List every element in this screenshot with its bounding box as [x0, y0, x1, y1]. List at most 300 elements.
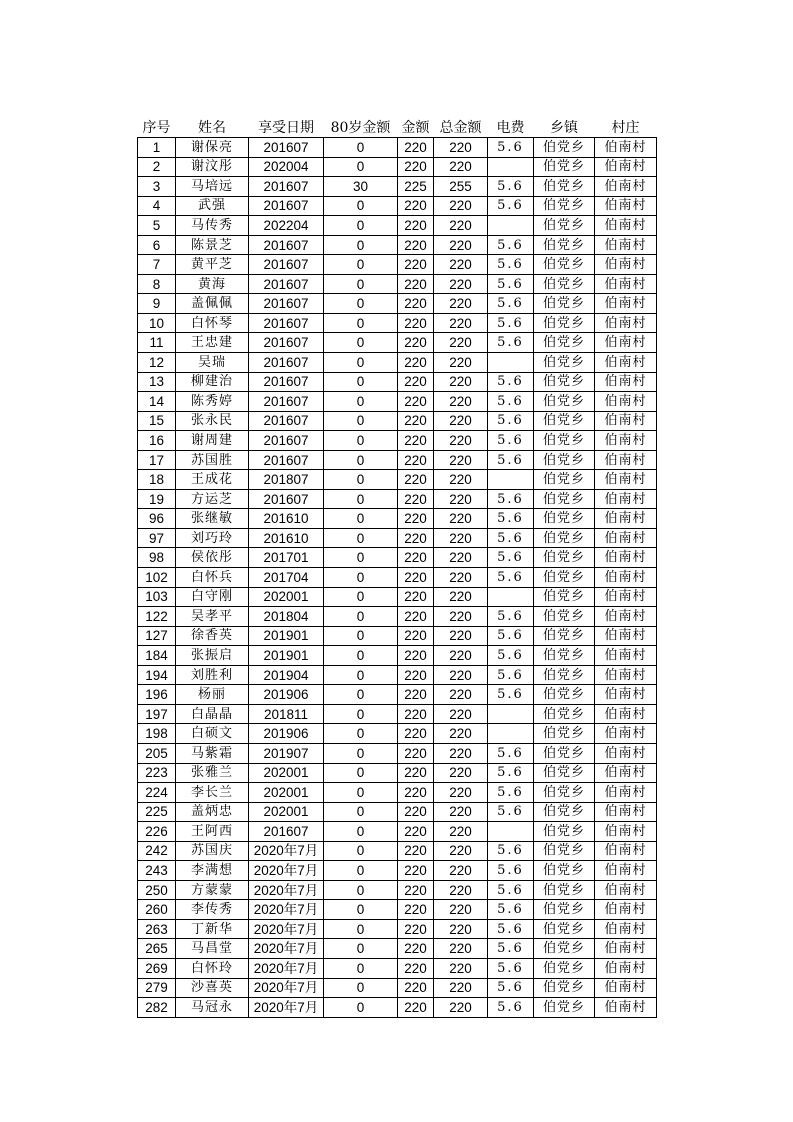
amount-cell: 220: [398, 724, 434, 744]
date-cell: 2020年7月: [249, 861, 324, 881]
township-cell: 伯党乡: [534, 919, 595, 939]
age80-amount-cell: 0: [324, 509, 398, 529]
age80-amount-cell: 0: [324, 587, 398, 607]
township-cell: 伯党乡: [534, 274, 595, 294]
table-row: [138, 704, 657, 724]
total-amount-cell: 220: [434, 665, 488, 685]
fee-cell: [488, 724, 534, 744]
serial-cell: 260: [138, 900, 176, 920]
table-row: [138, 568, 657, 588]
name-cell: 白晶晶: [176, 704, 249, 724]
total-amount-cell: 220: [434, 196, 488, 216]
fee-cell: 5.6: [488, 450, 534, 470]
serial-cell: 16: [138, 431, 176, 451]
serial-cell: 17: [138, 450, 176, 470]
amount-cell: 220: [398, 763, 434, 783]
total-amount-cell: 220: [434, 900, 488, 920]
township-cell: 伯党乡: [534, 138, 595, 158]
serial-cell: 269: [138, 958, 176, 978]
fee-cell: 5.6: [488, 802, 534, 822]
fee-cell: 5.6: [488, 880, 534, 900]
amount-cell: 220: [398, 431, 434, 451]
total-amount-cell: 220: [434, 646, 488, 666]
township-cell: 伯党乡: [534, 607, 595, 627]
township-cell: 伯党乡: [534, 958, 595, 978]
township-cell: 伯党乡: [534, 353, 595, 373]
total-amount-cell: 220: [434, 724, 488, 744]
table-row: [138, 607, 657, 627]
village-cell: 伯南村: [595, 294, 657, 314]
amount-cell: 220: [398, 978, 434, 998]
township-cell: 伯党乡: [534, 880, 595, 900]
amount-cell: 220: [398, 138, 434, 158]
age80-amount-cell: 0: [324, 411, 398, 431]
table-row: [138, 411, 657, 431]
fee-cell: 5.6: [488, 392, 534, 412]
name-cell: 方蒙蒙: [176, 880, 249, 900]
table-row: [138, 255, 657, 275]
township-cell: 伯党乡: [534, 333, 595, 353]
date-cell: 202001: [249, 783, 324, 803]
village-cell: 伯南村: [595, 587, 657, 607]
village-cell: 伯南村: [595, 411, 657, 431]
date-cell: 201610: [249, 528, 324, 548]
date-cell: 202001: [249, 802, 324, 822]
name-cell: 丁新华: [176, 919, 249, 939]
table-row: [138, 333, 657, 353]
name-cell: 张继敏: [176, 509, 249, 529]
township-cell: 伯党乡: [534, 939, 595, 959]
serial-cell: 225: [138, 802, 176, 822]
township-cell: 伯党乡: [534, 411, 595, 431]
table-row: [138, 958, 657, 978]
total-amount-cell: 220: [434, 978, 488, 998]
township-cell: 伯党乡: [534, 528, 595, 548]
header-total-amount: 总金额: [439, 120, 482, 136]
age80-amount-cell: 0: [324, 841, 398, 861]
village-cell: 伯南村: [595, 353, 657, 373]
serial-cell: 265: [138, 939, 176, 959]
total-amount-cell: 220: [434, 294, 488, 314]
amount-cell: 220: [398, 216, 434, 236]
township-cell: 伯党乡: [534, 626, 595, 646]
total-amount-cell: 220: [434, 509, 488, 529]
fee-cell: 5.6: [488, 861, 534, 881]
amount-cell: 225: [398, 177, 434, 197]
fee-cell: [488, 157, 534, 177]
name-cell: 刘巧玲: [176, 528, 249, 548]
name-cell: 马昌堂: [176, 939, 249, 959]
age80-amount-cell: 0: [324, 783, 398, 803]
age80-amount-cell: 0: [324, 646, 398, 666]
fee-cell: 5.6: [488, 685, 534, 705]
name-cell: 李长兰: [176, 783, 249, 803]
serial-cell: 226: [138, 822, 176, 842]
date-cell: 201607: [249, 274, 324, 294]
amount-cell: 220: [398, 900, 434, 920]
amount-cell: 220: [398, 998, 434, 1018]
total-amount-cell: 220: [434, 372, 488, 392]
village-cell: 伯南村: [595, 450, 657, 470]
name-cell: 王阿西: [176, 822, 249, 842]
date-cell: 201610: [249, 509, 324, 529]
age80-amount-cell: 0: [324, 919, 398, 939]
age80-amount-cell: 0: [324, 235, 398, 255]
name-cell: 苏国庆: [176, 841, 249, 861]
village-cell: 伯南村: [595, 431, 657, 451]
fee-cell: 5.6: [488, 294, 534, 314]
amount-cell: 220: [398, 958, 434, 978]
name-cell: 黄平芝: [176, 255, 249, 275]
age80-amount-cell: 0: [324, 998, 398, 1018]
total-amount-cell: 220: [434, 138, 488, 158]
serial-cell: 205: [138, 743, 176, 763]
village-cell: 伯南村: [595, 568, 657, 588]
amount-cell: 220: [398, 333, 434, 353]
fee-cell: 5.6: [488, 841, 534, 861]
table-row: [138, 235, 657, 255]
fee-cell: 5.6: [488, 528, 534, 548]
village-cell: 伯南村: [595, 763, 657, 783]
total-amount-cell: 220: [434, 998, 488, 1018]
amount-cell: 220: [398, 568, 434, 588]
total-amount-cell: 220: [434, 353, 488, 373]
date-cell: 2020年7月: [249, 998, 324, 1018]
header-amount: 金额: [401, 120, 430, 136]
fee-cell: 5.6: [488, 177, 534, 197]
fee-cell: 5.6: [488, 646, 534, 666]
fee-cell: [488, 587, 534, 607]
amount-cell: 220: [398, 313, 434, 333]
serial-cell: 242: [138, 841, 176, 861]
township-cell: 伯党乡: [534, 470, 595, 490]
age80-amount-cell: 0: [324, 900, 398, 920]
village-cell: 伯南村: [595, 822, 657, 842]
date-cell: 201607: [249, 353, 324, 373]
table-row: [138, 196, 657, 216]
table-row: [138, 470, 657, 490]
name-cell: 白守刚: [176, 587, 249, 607]
fee-cell: [488, 704, 534, 724]
name-cell: 白硕文: [176, 724, 249, 744]
amount-cell: 220: [398, 450, 434, 470]
date-cell: 201607: [249, 177, 324, 197]
name-cell: 盖炳忠: [176, 802, 249, 822]
fee-cell: 5.6: [488, 313, 534, 333]
total-amount-cell: 220: [434, 431, 488, 451]
fee-cell: 5.6: [488, 274, 534, 294]
village-cell: 伯南村: [595, 372, 657, 392]
table-row: [138, 841, 657, 861]
name-cell: 方运芝: [176, 489, 249, 509]
age80-amount-cell: 0: [324, 138, 398, 158]
age80-amount-cell: 0: [324, 880, 398, 900]
fee-cell: [488, 216, 534, 236]
date-cell: 201704: [249, 568, 324, 588]
total-amount-cell: 220: [434, 958, 488, 978]
table-row: [138, 763, 657, 783]
name-cell: 李满想: [176, 861, 249, 881]
amount-cell: 220: [398, 196, 434, 216]
total-amount-cell: 220: [434, 157, 488, 177]
name-cell: 张永民: [176, 411, 249, 431]
name-cell: 杨丽: [176, 685, 249, 705]
table-row: [138, 978, 657, 998]
amount-cell: 220: [398, 822, 434, 842]
serial-cell: 19: [138, 489, 176, 509]
name-cell: 谢保亮: [176, 138, 249, 158]
header-age80-amount: 80岁金额: [330, 120, 391, 136]
village-cell: 伯南村: [595, 998, 657, 1018]
township-cell: 伯党乡: [534, 568, 595, 588]
name-cell: 盖佩佩: [176, 294, 249, 314]
age80-amount-cell: 0: [324, 548, 398, 568]
serial-cell: 224: [138, 783, 176, 803]
date-cell: 202004: [249, 157, 324, 177]
header-name: 姓名: [198, 120, 226, 136]
township-cell: 伯党乡: [534, 196, 595, 216]
amount-cell: 220: [398, 880, 434, 900]
serial-cell: 8: [138, 274, 176, 294]
name-cell: 徐香英: [176, 626, 249, 646]
total-amount-cell: 220: [434, 743, 488, 763]
age80-amount-cell: 0: [324, 313, 398, 333]
amount-cell: 220: [398, 392, 434, 412]
amount-cell: 220: [398, 841, 434, 861]
date-cell: 201901: [249, 626, 324, 646]
township-cell: 伯党乡: [534, 646, 595, 666]
serial-cell: 18: [138, 470, 176, 490]
serial-cell: 282: [138, 998, 176, 1018]
table-row: [138, 783, 657, 803]
township-cell: 伯党乡: [534, 802, 595, 822]
table-row: [138, 685, 657, 705]
amount-cell: 220: [398, 607, 434, 627]
village-cell: 伯南村: [595, 274, 657, 294]
total-amount-cell: 220: [434, 626, 488, 646]
total-amount-cell: 220: [434, 841, 488, 861]
age80-amount-cell: 0: [324, 274, 398, 294]
name-cell: 陈景芝: [176, 235, 249, 255]
village-cell: 伯南村: [595, 646, 657, 666]
age80-amount-cell: 0: [324, 528, 398, 548]
date-cell: 201607: [249, 450, 324, 470]
township-cell: 伯党乡: [534, 489, 595, 509]
total-amount-cell: 220: [434, 528, 488, 548]
name-cell: 张振启: [176, 646, 249, 666]
serial-cell: 14: [138, 392, 176, 412]
age80-amount-cell: 0: [324, 568, 398, 588]
date-cell: 202204: [249, 216, 324, 236]
table-row: [138, 880, 657, 900]
total-amount-cell: 220: [434, 783, 488, 803]
name-cell: 马传秀: [176, 216, 249, 236]
amount-cell: 220: [398, 235, 434, 255]
township-cell: 伯党乡: [534, 548, 595, 568]
date-cell: 201907: [249, 743, 324, 763]
date-cell: 201804: [249, 607, 324, 627]
total-amount-cell: 220: [434, 861, 488, 881]
date-cell: 201607: [249, 411, 324, 431]
total-amount-cell: 220: [434, 607, 488, 627]
total-amount-cell: 220: [434, 392, 488, 412]
serial-cell: 15: [138, 411, 176, 431]
name-cell: 侯依彤: [176, 548, 249, 568]
age80-amount-cell: 0: [324, 763, 398, 783]
total-amount-cell: 220: [434, 919, 488, 939]
amount-cell: 220: [398, 587, 434, 607]
fee-cell: 5.6: [488, 372, 534, 392]
township-cell: 伯党乡: [534, 177, 595, 197]
table-row: [138, 548, 657, 568]
serial-cell: 10: [138, 313, 176, 333]
amount-cell: 220: [398, 685, 434, 705]
village-cell: 伯南村: [595, 196, 657, 216]
fee-cell: 5.6: [488, 568, 534, 588]
fee-cell: 5.6: [488, 411, 534, 431]
fee-cell: [488, 353, 534, 373]
serial-cell: 122: [138, 607, 176, 627]
serial-cell: 198: [138, 724, 176, 744]
total-amount-cell: 220: [434, 548, 488, 568]
amount-cell: 220: [398, 939, 434, 959]
total-amount-cell: 220: [434, 939, 488, 959]
amount-cell: 220: [398, 704, 434, 724]
village-cell: 伯南村: [595, 783, 657, 803]
table-row: [138, 802, 657, 822]
village-cell: 伯南村: [595, 939, 657, 959]
name-cell: 王成花: [176, 470, 249, 490]
total-amount-cell: 220: [434, 274, 488, 294]
name-cell: 刘胜利: [176, 665, 249, 685]
name-cell: 马紫霜: [176, 743, 249, 763]
date-cell: 201607: [249, 196, 324, 216]
age80-amount-cell: 0: [324, 802, 398, 822]
header-township: 乡镇: [550, 120, 578, 136]
age80-amount-cell: 0: [324, 372, 398, 392]
fee-cell: 5.6: [488, 548, 534, 568]
township-cell: 伯党乡: [534, 216, 595, 236]
age80-amount-cell: 0: [324, 489, 398, 509]
serial-cell: 4: [138, 196, 176, 216]
serial-cell: 2: [138, 157, 176, 177]
serial-cell: 243: [138, 861, 176, 881]
age80-amount-cell: 0: [324, 607, 398, 627]
date-cell: 201607: [249, 489, 324, 509]
village-cell: 伯南村: [595, 607, 657, 627]
name-cell: 张雅兰: [176, 763, 249, 783]
township-cell: 伯党乡: [534, 372, 595, 392]
amount-cell: 220: [398, 743, 434, 763]
fee-cell: 5.6: [488, 431, 534, 451]
total-amount-cell: 220: [434, 411, 488, 431]
amount-cell: 220: [398, 353, 434, 373]
amount-cell: 220: [398, 489, 434, 509]
total-amount-cell: 220: [434, 802, 488, 822]
township-cell: 伯党乡: [534, 313, 595, 333]
serial-cell: 250: [138, 880, 176, 900]
table-row: [138, 724, 657, 744]
village-cell: 伯南村: [595, 802, 657, 822]
table-row: [138, 528, 657, 548]
date-cell: 2020年7月: [249, 880, 324, 900]
fee-cell: [488, 822, 534, 842]
village-cell: 伯南村: [595, 685, 657, 705]
amount-cell: 220: [398, 411, 434, 431]
village-cell: 伯南村: [595, 880, 657, 900]
amount-cell: 220: [398, 470, 434, 490]
fee-cell: 5.6: [488, 138, 534, 158]
village-cell: 伯南村: [595, 392, 657, 412]
table-row: [138, 216, 657, 236]
name-cell: 吴孝平: [176, 607, 249, 627]
township-cell: 伯党乡: [534, 822, 595, 842]
table-row: [138, 177, 657, 197]
name-cell: 谢周建: [176, 431, 249, 451]
amount-cell: 220: [398, 646, 434, 666]
date-cell: 202001: [249, 587, 324, 607]
township-cell: 伯党乡: [534, 255, 595, 275]
table-row: [138, 353, 657, 373]
fee-cell: 5.6: [488, 255, 534, 275]
date-cell: 202001: [249, 763, 324, 783]
fee-cell: 5.6: [488, 509, 534, 529]
village-cell: 伯南村: [595, 157, 657, 177]
age80-amount-cell: 0: [324, 939, 398, 959]
date-cell: 201607: [249, 431, 324, 451]
age80-amount-cell: 0: [324, 626, 398, 646]
amount-cell: 220: [398, 783, 434, 803]
village-cell: 伯南村: [595, 528, 657, 548]
total-amount-cell: 220: [434, 255, 488, 275]
table-row: [138, 665, 657, 685]
table-row: [138, 138, 657, 158]
date-cell: 201607: [249, 235, 324, 255]
serial-cell: 184: [138, 646, 176, 666]
date-cell: 201906: [249, 685, 324, 705]
age80-amount-cell: 0: [324, 353, 398, 373]
total-amount-cell: 220: [434, 587, 488, 607]
total-amount-cell: 220: [434, 333, 488, 353]
serial-cell: 197: [138, 704, 176, 724]
village-cell: 伯南村: [595, 958, 657, 978]
fee-cell: [488, 470, 534, 490]
village-cell: 伯南村: [595, 509, 657, 529]
township-cell: 伯党乡: [534, 743, 595, 763]
date-cell: 201607: [249, 294, 324, 314]
serial-cell: 102: [138, 568, 176, 588]
table-row: [138, 274, 657, 294]
date-cell: 201906: [249, 724, 324, 744]
serial-cell: 279: [138, 978, 176, 998]
age80-amount-cell: 0: [324, 665, 398, 685]
village-cell: 伯南村: [595, 548, 657, 568]
serial-cell: 9: [138, 294, 176, 314]
township-cell: 伯党乡: [534, 783, 595, 803]
name-cell: 李传秀: [176, 900, 249, 920]
serial-cell: 6: [138, 235, 176, 255]
age80-amount-cell: 0: [324, 704, 398, 724]
subsidy-table: [137, 117, 657, 1018]
date-cell: 201607: [249, 372, 324, 392]
table-row: [138, 626, 657, 646]
age80-amount-cell: 0: [324, 861, 398, 881]
name-cell: 陈秀婷: [176, 392, 249, 412]
date-cell: 201607: [249, 822, 324, 842]
date-cell: 2020年7月: [249, 939, 324, 959]
amount-cell: 220: [398, 919, 434, 939]
age80-amount-cell: 0: [324, 392, 398, 412]
